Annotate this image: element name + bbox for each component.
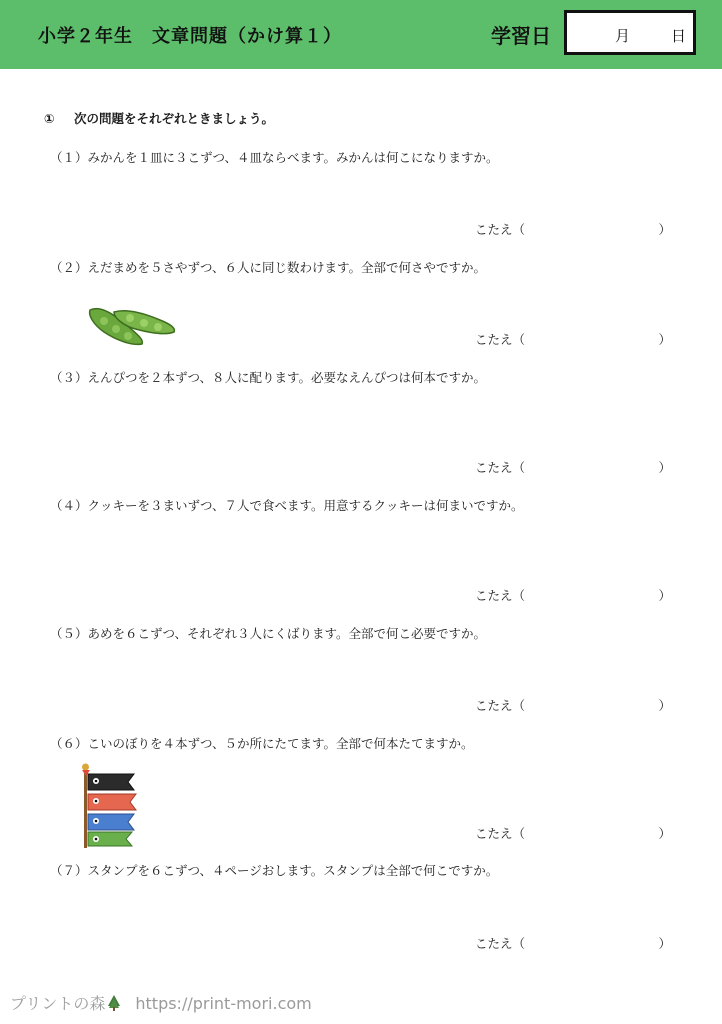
answer-label: こたえ（ — [475, 826, 526, 841]
answer-label: こたえ（ — [475, 332, 526, 347]
answer-close: ） — [658, 698, 671, 713]
tree-icon — [107, 995, 121, 1015]
answer-label: こたえ（ — [475, 588, 526, 603]
answer-field-3[interactable] — [475, 458, 671, 476]
edamame-icon — [84, 302, 180, 350]
instruction — [44, 109, 274, 127]
date-field[interactable] — [564, 10, 696, 55]
answer-label: こたえ（ — [475, 222, 526, 237]
answer-field-2[interactable] — [475, 330, 671, 348]
question-1: （１）みかんを１皿に３こずつ、４皿ならべます。みかんは何こになりますか。 — [50, 150, 499, 165]
question-6: （６）こいのぼりを４本ずつ、５か所にたてます。全部で何本たてますか。 — [50, 736, 474, 751]
footer — [10, 991, 312, 1015]
question-5: （５）あめを６こずつ、それぞれ３人にくばります。全部で何こ必要ですか。 — [50, 626, 487, 641]
question-2: （２）えだまめを５さやずつ、６人に同じ数わけます。全部で何さやですか。 — [50, 260, 487, 275]
question-7: （７）スタンプを６こずつ、４ページおします。スタンプは全部で何こですか。 — [50, 863, 499, 878]
answer-field-1[interactable] — [475, 220, 671, 238]
koinobori-icon — [78, 762, 148, 854]
header-bar — [0, 0, 722, 69]
answer-close: ） — [658, 588, 671, 603]
answer-label: こたえ（ — [475, 698, 526, 713]
answer-close: ） — [658, 222, 671, 237]
answer-field-6[interactable] — [475, 824, 671, 842]
month-label: 月 — [615, 27, 631, 45]
answer-close: ） — [658, 826, 671, 841]
answer-close: ） — [658, 936, 671, 951]
day-label: 日 — [671, 27, 687, 45]
date-label: 学習日 — [491, 24, 551, 48]
answer-label: こたえ（ — [475, 460, 526, 475]
answer-close: ） — [658, 332, 671, 347]
page-title: 小学２年生 文章問題（かけ算１） — [38, 26, 342, 47]
question-3: （３）えんぴつを２本ずつ、８人に配ります。必要なえんぴつは何本ですか。 — [50, 370, 487, 385]
instruction-number: ① — [44, 111, 55, 126]
answer-field-5[interactable] — [475, 696, 671, 714]
answer-field-7[interactable] — [475, 934, 671, 952]
instruction-text: 次の問題をそれぞれときましょう。 — [74, 111, 275, 126]
footer-url-link[interactable]: https://print-mori.com — [135, 994, 312, 1013]
answer-label: こたえ（ — [475, 936, 526, 951]
footer-brand: プリントの森 — [10, 994, 106, 1013]
answer-field-4[interactable] — [475, 586, 671, 604]
answer-close: ） — [658, 460, 671, 475]
question-4: （４）クッキーを３まいずつ、７人で食べます。用意するクッキーは何まいですか。 — [50, 498, 524, 513]
